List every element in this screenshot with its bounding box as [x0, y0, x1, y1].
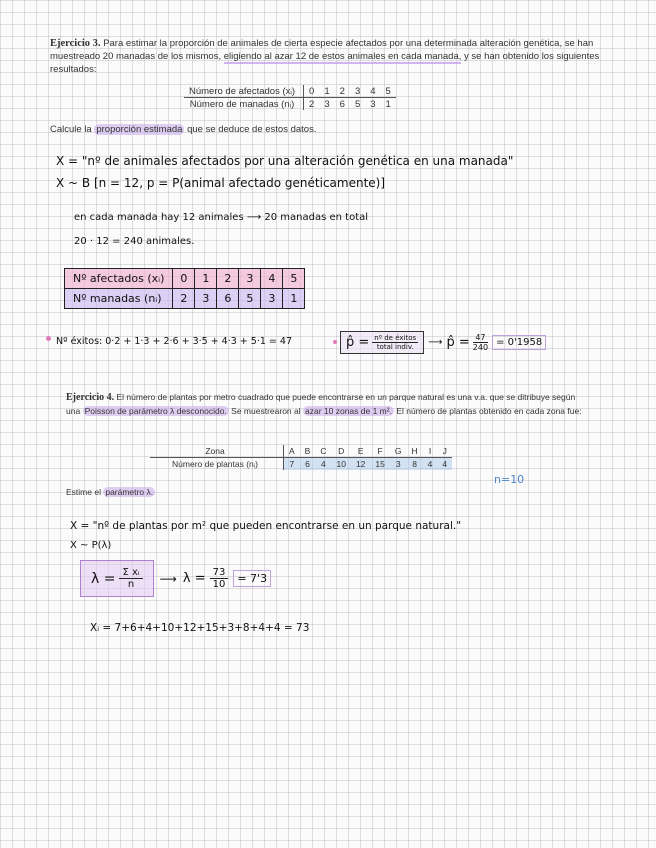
- notes3-formula: [340, 331, 546, 354]
- notes3-hand-table: [64, 268, 305, 309]
- table-cell: 3: [370, 98, 376, 110]
- ex4-question: [66, 486, 155, 499]
- notes3-row1-label: Nº afectados (xᵢ): [65, 269, 173, 289]
- notes3-line2: X ~ B [n = 12, p = P(animal afectado genéticamente)]: [56, 176, 386, 190]
- table-cell: 4: [423, 458, 438, 471]
- ex4-row1-label: Zona: [150, 445, 284, 458]
- notes3-line1: X = "nº de animales afectados por una alteración genética en una manada": [56, 154, 514, 168]
- ex4-text-c: El número de plantas obtenido en cada zona fue:: [396, 405, 582, 416]
- notes3-line3a: en cada manada hay 12 animales: [74, 212, 244, 223]
- lambda-formula-box: [80, 560, 154, 597]
- ex3-text-highlight: eligiendo al azar 12 de estos animales en cada manada,: [223, 51, 462, 62]
- lambda-result: = 7'3: [233, 570, 271, 587]
- table-cell: 5: [239, 289, 261, 309]
- phat-formula-box: [340, 331, 424, 354]
- bullet-dot-icon: [333, 340, 337, 344]
- ex4-text-a: El número de plantas por metro cuadrado que puede encontrarse en un parque natural es una v.a. que se ditribuye según una: [66, 392, 576, 416]
- table-cell: E: [351, 445, 370, 458]
- lambda-label: λ =: [91, 570, 116, 587]
- ex3-question-a: Calcule la: [50, 124, 92, 135]
- table-cell: D: [331, 445, 350, 458]
- ex3-question-highlight: proporción estimada: [96, 124, 183, 135]
- table-cell: 2: [309, 98, 315, 110]
- ex3-text-a: Para estimar la proporción de animales de cierta especie afectados por una determinada alteración genética, se han muestreado 20 manadas de los mismos,: [50, 38, 594, 62]
- table-cell: B: [300, 445, 316, 458]
- table-cell: 3: [350, 85, 365, 98]
- fraction-numerator: Σ xᵢ: [119, 567, 142, 579]
- notes4-line2: X ~ P(λ): [70, 540, 112, 551]
- table-cell: J: [437, 445, 452, 458]
- table-cell: 2: [335, 85, 350, 98]
- arrow-right-icon: ⟶: [246, 212, 262, 223]
- table-cell: I: [423, 445, 438, 458]
- notes4-line1: X = "nº de plantas por m² que pueden encontrarse en un parque natural.": [70, 520, 462, 532]
- notes3-line3b: 20 manadas en total: [264, 212, 369, 223]
- table-cell: 3: [261, 289, 283, 309]
- table-cell: C: [315, 445, 331, 458]
- table-cell: 1: [195, 269, 217, 289]
- ex4-text-highlight2: azar 10 zonas de 1 m².: [305, 405, 392, 416]
- notes3-line3: [74, 212, 368, 223]
- ex3-printed-table: [184, 85, 396, 110]
- table-cell: 6: [217, 289, 239, 309]
- table-cell: 5: [381, 85, 396, 98]
- ex4-statement: [66, 391, 586, 417]
- notes3-exitos: Nº éxitos: 0·2 + 1·3 + 2·6 + 3·5 + 4·3 + 5·1 = 47: [56, 336, 292, 347]
- ex4-printed-table: [150, 445, 452, 470]
- table-cell: 15: [370, 458, 389, 471]
- table-cell: 4: [261, 269, 283, 289]
- table-cell: 0: [173, 269, 195, 289]
- table-cell: 4: [315, 458, 331, 471]
- table-cell: 3: [324, 98, 330, 110]
- lambda-fraction: [119, 567, 142, 590]
- table-cell: F: [370, 445, 389, 458]
- table-cell: 4: [437, 458, 452, 471]
- ex4-title: Ejercicio 4.: [66, 392, 115, 403]
- table-cell: 2: [217, 269, 239, 289]
- ex4-text-b: Se muestrearon al: [231, 405, 301, 416]
- table-cell: 6: [339, 98, 345, 110]
- ex3-row1-label: Número de afectados (xᵢ): [184, 85, 304, 98]
- ex4-question-highlight: parámetro λ.: [105, 487, 154, 497]
- table-cell: 2: [173, 289, 195, 309]
- fraction-numerator: 73: [210, 567, 229, 579]
- table-cell: H: [407, 445, 423, 458]
- phat-result: = 0'1958: [492, 335, 546, 350]
- table-cell: 1: [385, 98, 391, 110]
- fraction-denominator: n: [127, 579, 135, 590]
- table-cell: 8: [407, 458, 423, 471]
- ex3-text-b: y se han obtenido los siguientes resultados:: [50, 51, 600, 75]
- notes3-row2-label: Nº manadas (nᵢ): [65, 289, 173, 309]
- table-cell: 1: [283, 289, 305, 309]
- ex4-text-highlight1: Poisson de parámetro λ desconocido.: [84, 405, 227, 416]
- table-cell: 5: [283, 269, 305, 289]
- table-cell: 12: [351, 458, 370, 471]
- phat-fraction: [372, 334, 418, 351]
- notes3-line4: 20 · 12 = 240 animales.: [74, 236, 195, 247]
- table-cell: G: [390, 445, 407, 458]
- fraction-numerator: 47: [475, 333, 486, 342]
- fraction-denominator: 240: [472, 343, 489, 352]
- bullet-dot-icon: [46, 336, 51, 341]
- table-cell: 5: [354, 98, 361, 110]
- fraction-numerator: nº de éxitos: [374, 334, 417, 342]
- arrow-right-icon: ⟶: [159, 571, 177, 586]
- ex3-question: [50, 123, 316, 136]
- ex3-question-b: que se deduce de estos datos.: [187, 124, 317, 135]
- table-cell: 1: [319, 85, 334, 98]
- lambda-label-2: λ =: [182, 571, 206, 586]
- table-cell: 3: [390, 458, 407, 471]
- phat-label: p̂ =: [346, 335, 370, 350]
- table-cell: 3: [195, 289, 217, 309]
- phat-fraction-2: [473, 333, 488, 352]
- table-cell: 6: [300, 458, 316, 471]
- table-cell: 3: [239, 269, 261, 289]
- table-cell: 4: [365, 85, 380, 98]
- table-cell: 10: [331, 458, 350, 471]
- table-cell: A: [284, 445, 300, 458]
- ex3-statement: [50, 37, 610, 76]
- ex3-row2-label: Número de manadas (nᵢ): [184, 98, 304, 111]
- table-cell: 7: [284, 458, 300, 471]
- lambda-fraction-2: [210, 567, 229, 590]
- ex3-title: Ejercicio 3.: [50, 38, 101, 49]
- ex4-row2-label: Número de plantas (nᵢ): [150, 458, 284, 471]
- notes4-formula: [80, 560, 271, 597]
- phat-label-2: p̂ =: [446, 335, 470, 350]
- ex4-n-note: n=10: [494, 473, 525, 486]
- notes4-sum-line: Xᵢ = 7+6+4+10+12+15+3+8+4+4 = 73: [90, 622, 310, 634]
- ex4-question-a: Estime el: [66, 487, 101, 497]
- fraction-denominator: total indiv.: [376, 343, 414, 351]
- table-cell: 0: [304, 85, 320, 98]
- fraction-denominator: 10: [212, 579, 226, 590]
- arrow-right-icon: ⟶: [428, 337, 443, 348]
